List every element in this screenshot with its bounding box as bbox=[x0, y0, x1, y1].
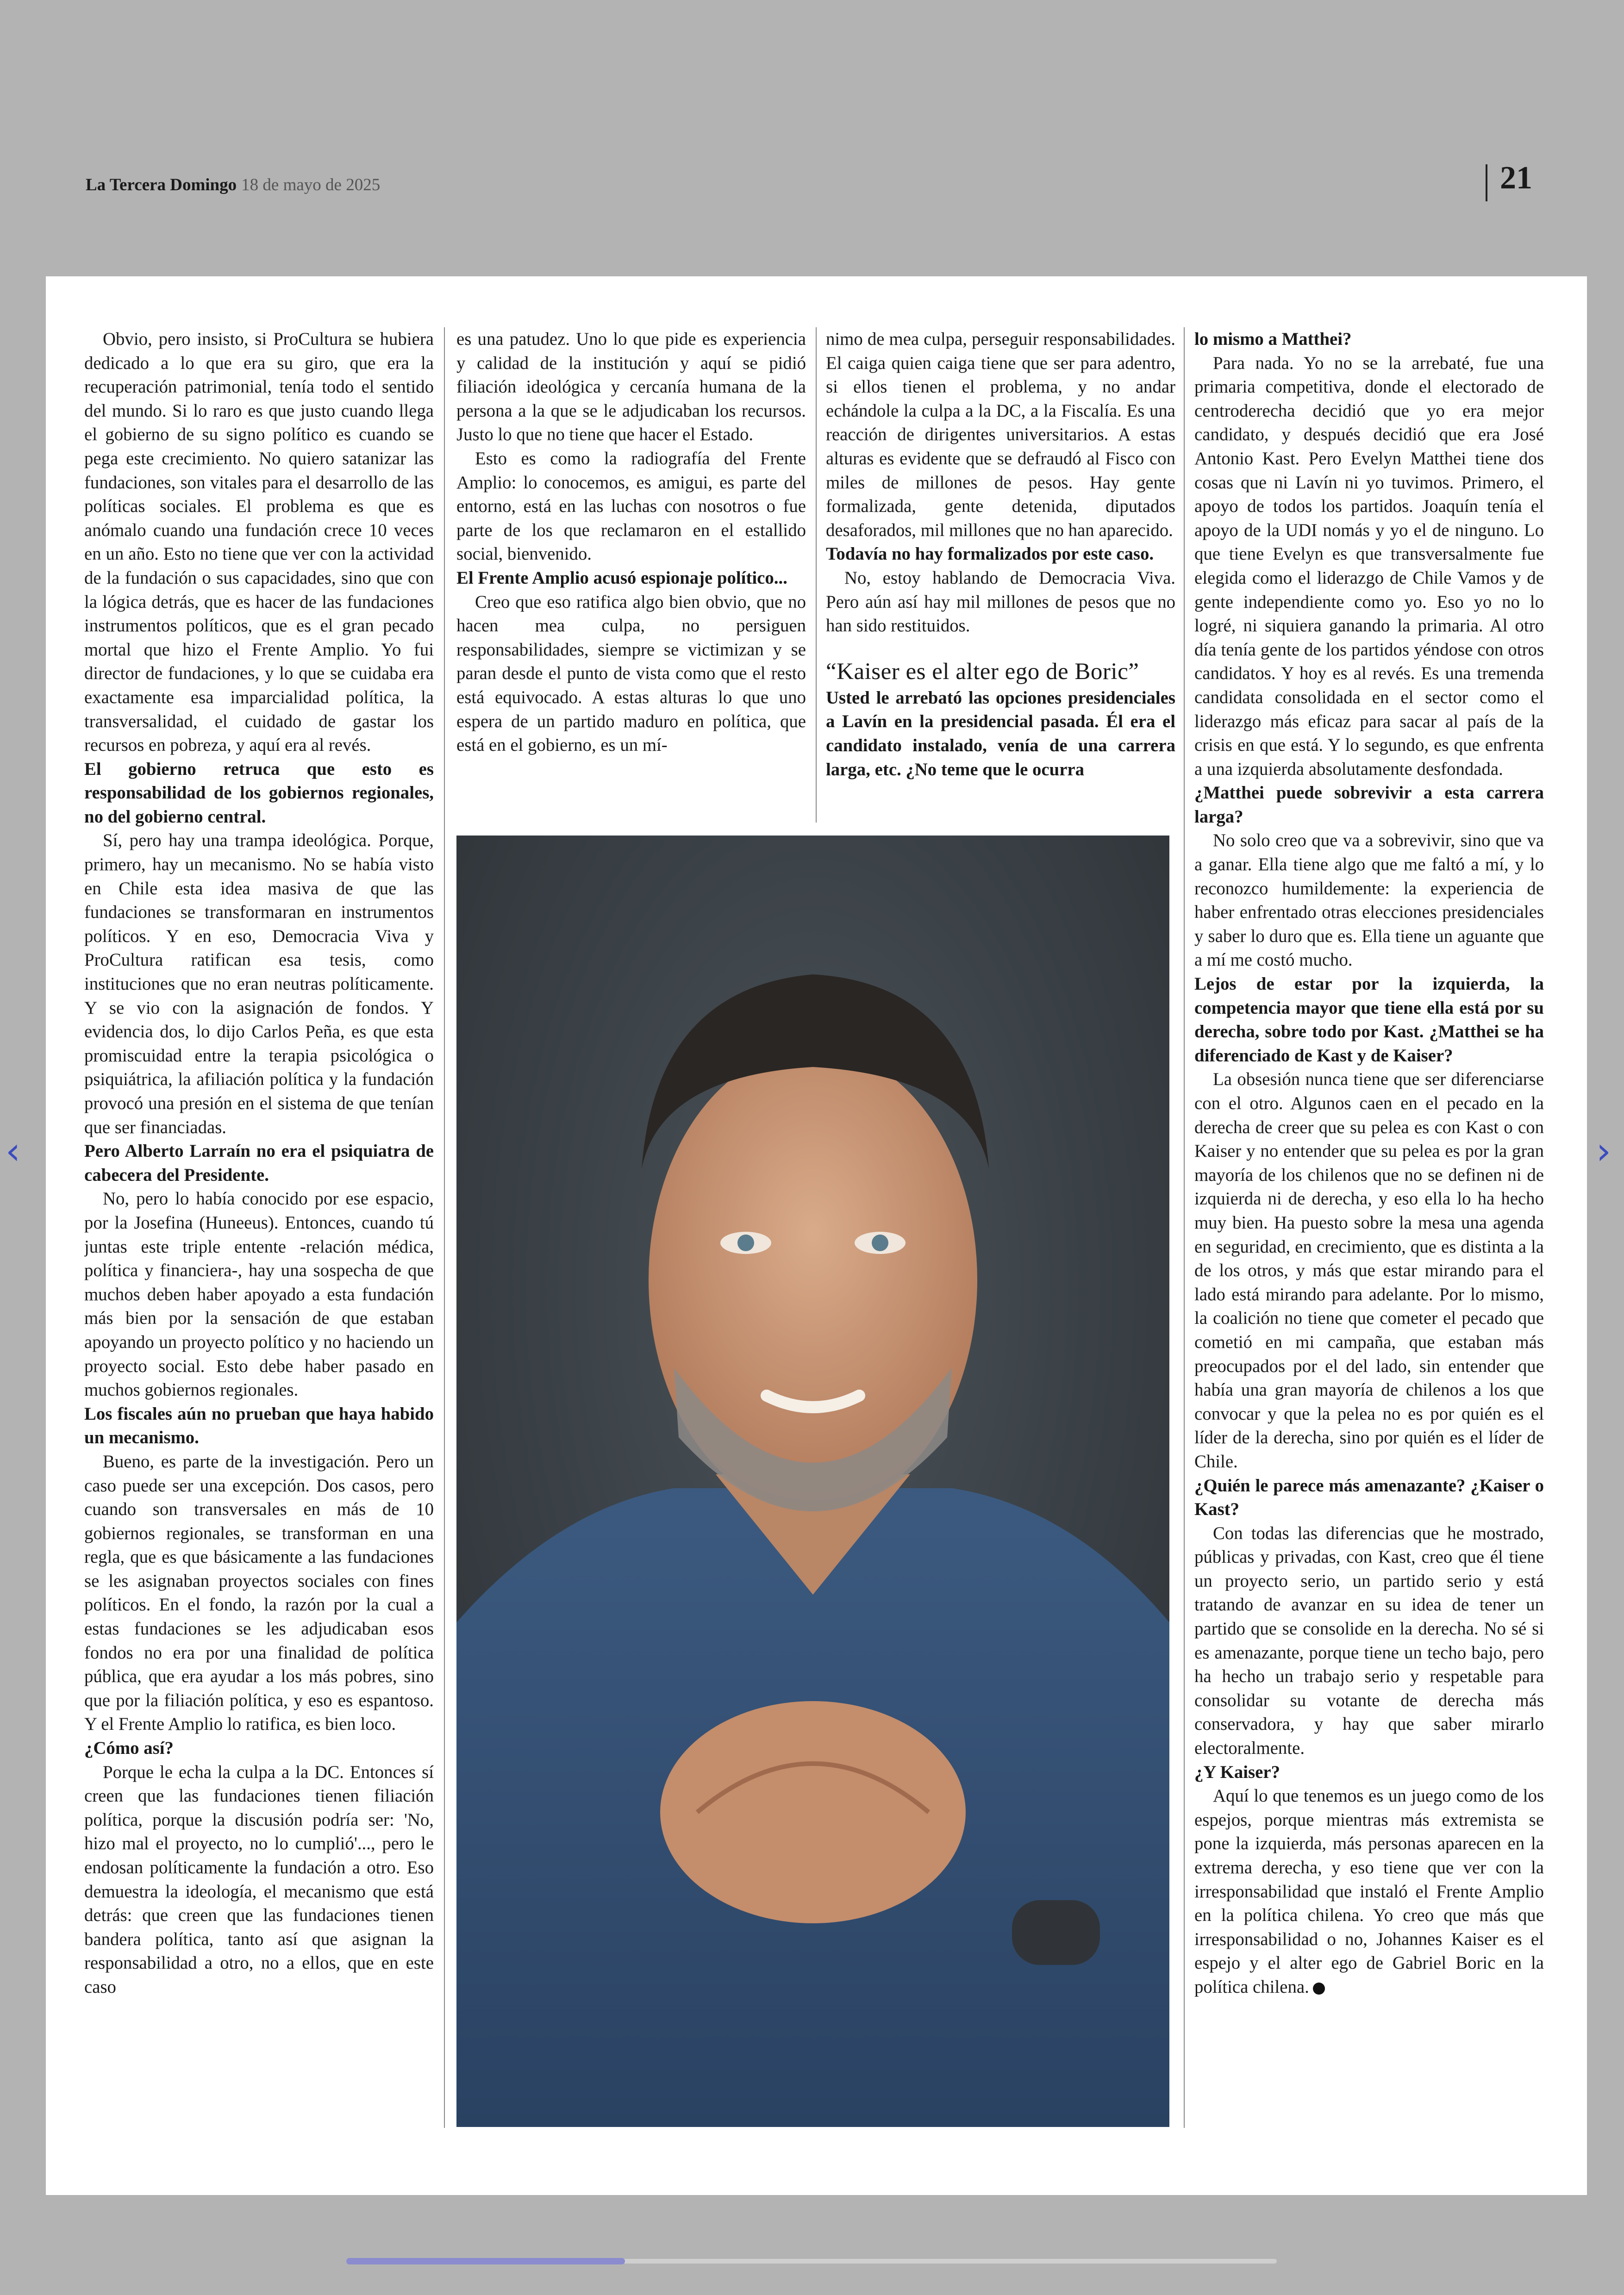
answer-paragraph: es una patudez. Uno lo que pide es experiencia y calidad de la institución y aquí se pidió filiación ideológica y cercanía humana de la persona a la que se le adjudicaban los recursos. Justo lo que no tiene que hacer el Estado. bbox=[456, 329, 806, 445]
answer-paragraph: Para nada. Yo no se la arrebaté, fue una primaria competitiva, donde el electorado de centroderecha decidió que yo era mejor candidato, y después decidió que era José Antonio Kast. Pero Evelyn Matthei tiene dos cosas que ni Lavín ni yo tuvimos. Primero, el apoyo de todos los partidos. Joaquín tenía el apoyo de la UDI nomás y yo el de ninguno. Lo que tiene Evelyn es que transversalmente fue elegida como el liderazgo de Chile Vamos y de gente independiente como yo. Eso yo no lo logré, ni siquiera ganando la primaria. Al otro día tenía gente de los partidos yéndose con otros candidatos. Y hoy es al revés. Es una tremenda candidata consolidada en el sector como el liderazgo más eficaz para sacar al país de la crisis en que está. Y lo segundo, es que enfrenta a una izquierda absolutamente desfondada. bbox=[1194, 353, 1544, 779]
chevron-left-icon[interactable]: ‹ bbox=[6, 1129, 20, 1172]
answer-paragraph: nimo de mea culpa, perseguir responsabilidades. El caiga quien caiga tiene que ser para adentro, si ellos tienen el problema, y no andar echándole la culpa a la DC, a la Fiscalía. Es una reacción de dirigentes universitarios. A estas alturas es evidente que se defraudó al Fisco con miles de millones de pesos. Hay gente formalizada, gente detenida, diputados desaforados, mil millones que no han aparecido. bbox=[826, 329, 1175, 540]
newspaper-page bbox=[46, 276, 1587, 2195]
answer-paragraph bbox=[1194, 1784, 1544, 1999]
answer-paragraph: Porque le echa la culpa a la DC. Entonces sí creen que las fundaciones tienen filiación política, porque la discusión podría ser: 'No, hizo mal el proyecto, no lo cumplió'..., pero le endosan políticamente la fundación a otro. Eso demuestra la ideología, el mecanismo que está detrás: que creen que las fundaciones tienen bandera política, tanto así que asignan la responsabilidad a otro, no a ellos, que en este caso bbox=[84, 1762, 434, 1997]
interview-question: ¿Cómo así? bbox=[84, 1738, 174, 1759]
interview-question: Lejos de estar por la izquierda, la competencia mayor que tiene ella está por su derecha, sobre todo por Kast. ¿Matthei se ha diferenciado de Kast y de Kaiser? bbox=[1194, 974, 1544, 1066]
article-column-4 bbox=[1194, 327, 1544, 2128]
article-column-1 bbox=[84, 327, 434, 2128]
column-divider bbox=[1184, 327, 1185, 2128]
answer-paragraph: No solo creo que va a sobrevivir, sino que va a ganar. Ella tiene algo que me faltó a mí, y lo reconozco humildemente: la experiencia de haber enfrentado otras elecciones presidenciales y saber lo duro que es. Ella tiene un aguante que a mí me costó mucho. bbox=[1194, 830, 1544, 970]
answer-paragraph: Con todas las diferencias que he mostrado, públicas y privadas, con Kast, creo que él tiene un proyecto serio, un partido serio y está tratando de avanzar en su idea de tener un partido que se consolide en la derecha. No sé si es amenazante, porque tiene un techo bajo, pero ha hecho un trabajo serio y respetable para consolidar su votante de derecha más conservadora, y hay que saber mirarlo electoralmente. bbox=[1194, 1523, 1544, 1759]
answer-paragraph: La obsesión nunca tiene que ser diferenciarse con el otro. Algunos caen en el pecado en la derecha de creer que su pelea es con Kast o con Kaiser y no entender que su pelea es por la gran mayoría de los chilenos que no se definen ni de izquierda ni de derecha, y eso ella lo ha hecho muy bien. Ha puesto sobre la mesa una agenda en seguridad, en crecimiento, que es distinta a la de los otros, y más que estar mirando para el lado está mirando para adelante. Por lo mismo, la coalición no tiene que cometer el pecado que cometió en mi campaña, que estaban más preocupados por el del lado, sin entender que había una gran mayoría de chilenos a los que convocar y que la pelea no es por quién es el líder de la derecha, sino por quién es el líder de Chile. bbox=[1194, 1069, 1544, 1472]
section-heading: “Kaiser es el alter ego de Boric” bbox=[826, 658, 1139, 685]
interview-question: El gobierno retruca que esto es responsabilidad de los gobiernos regionales, no del gobierno central. bbox=[84, 759, 434, 827]
answer-paragraph: Obvio, pero insisto, si ProCultura se hubiera dedicado a lo que era su giro, que era la recuperación patrimonial, tenía todo el sentido del mundo. Si lo raro es que justo cuando llega el gobierno de su signo político es cuando se pega este crecimiento. No quiero satanizar las fundaciones, son vitales para el desarrollo de las políticas sociales. El problema es que es anómalo cuando una fundación crece 10 veces en un año. Esto no tiene que ver con la actividad de la fundación o sus capacidades, sino que con la lógica detrás, que es hacer de las fundaciones instrumentos políticos, que es el gran pecado mortal que hizo el Frente Amplio. Yo fui director de fundaciones, y lo que se cuidaba era exactamente esa imparcialidad política, la transversalidad, el cuidado de gastar los recursos en pobreza, y aquí era al revés. bbox=[84, 329, 434, 755]
page-number-rule bbox=[1486, 164, 1487, 201]
page-number: 21 bbox=[1500, 160, 1532, 196]
column-divider bbox=[816, 327, 817, 823]
masthead bbox=[86, 175, 380, 195]
column-divider bbox=[444, 327, 445, 2128]
answer-paragraph: Bueno, es parte de la investigación. Pero un caso puede ser una excepción. Dos casos, pero cuando son transversales en más de 10 gobiernos regionales, se transforman en una regla, que es que básicamente a las fundaciones se les asignaban proyectos sociales con fines políticos. En el fondo, la razón por la cual a estas fundaciones se les adjudicaban esos fondos no era por una finalidad de política pública, que era ayudar a los más pobres, sino que por la filiación política, y eso es espantoso. Y el Frente Amplio lo ratifica, es bien loco. bbox=[84, 1451, 434, 1734]
answer-paragraph: Creo que eso ratifica algo bien obvio, que no hacen mea culpa, no persiguen responsabilidades, siempre se victimizan y se paran desde el punto de vista como que el resto está equivocado. A estas alturas lo que uno espera de un partido maduro en política, que está en el gobierno, es un mí- bbox=[456, 592, 806, 755]
interview-question: Los fiscales aún no prueban que haya habido un mecanismo. bbox=[84, 1403, 434, 1448]
closing-text: Aquí lo que tenemos es un juego como de los espejos, porque mientras más extremista se pone la izquierda, más personas aparecen en la extrema derecha, y eso tiene que ver con la irresponsabilidad que instaló el Frente Amplio en la política chilena. Yo creo que más que irresponsabilidad o no, Johannes Kaiser es el espejo y el alter ego de Gabriel Boric en la política chilena. bbox=[1194, 1786, 1544, 1997]
interview-question: El Frente Amplio acusó espionaje político... bbox=[456, 568, 787, 588]
answer-paragraph: No, estoy hablando de Democracia Viva. Pero aún así hay mil millones de pesos que no han sido restituidos. bbox=[826, 568, 1175, 636]
chevron-right-icon[interactable]: › bbox=[1596, 1129, 1611, 1172]
interview-question: Usted le arrebató las opciones presidenciales a Lavín en la presidencial pasada. Él era el candidato instalado, venía de una carrera larga, etc. ¿No teme que le ocurra bbox=[826, 687, 1175, 780]
brand-name: La Tercera Domingo bbox=[86, 175, 237, 194]
page-scroll-thumb[interactable] bbox=[346, 2258, 625, 2264]
interview-question: Pero Alberto Larraín no era el psiquiatra de cabecera del Presidente. bbox=[84, 1141, 434, 1185]
article-column-3 bbox=[826, 327, 1175, 823]
interview-question: Todavía no hay formalizados por este caso. bbox=[826, 544, 1154, 564]
interview-question: ¿Quién le parece más amenazante? ¿Kaiser o Kast? bbox=[1194, 1475, 1544, 1520]
end-mark-icon bbox=[1313, 1983, 1325, 1995]
answer-paragraph: Sí, pero hay una trampa ideológica. Porque, primero, hay un mecanismo. No se había visto en Chile esta idea masiva de que las fundaciones se transformaran en instrumentos políticos. Y en eso, Democracia Viva y ProCultura ratifican esa tesis, como instituciones que no eran neutras políticamente. Y se vio con la asignación de fondos. Y evidencia dos, lo dijo Carlos Peña, es que esta promiscuidad entre la terapia psicológica o psiquiátrica, la afiliación política y la fundación provocó una presión en el sistema de que tenían que ser financiadas. bbox=[84, 830, 434, 1137]
interview-question: ¿Matthei puede sobrevivir a esta carrera larga? bbox=[1194, 783, 1544, 827]
portrait-photo bbox=[456, 836, 1169, 2127]
interview-question: ¿Y Kaiser? bbox=[1194, 1762, 1280, 1782]
answer-paragraph: Esto es como la radiografía del Frente Amplio: lo conocemos, es amigui, es parte del entorno, está en las luchas con nosotros o fue parte de los que reclamaron en el estallido social, bienvenido. bbox=[456, 448, 806, 564]
answer-paragraph: No, pero lo había conocido por ese espacio, por la Josefina (Huneeus). Entonces, cuando tú juntas este triple entente -relación médica, política y financiera-, hay una sospecha de que muchos deben haber apoyado a esta fundación más bien por la sensación de que estaban apoyando un proyecto político y no haciendo un proyecto social. Esto debe haber pasado en muchos gobiernos regionales. bbox=[84, 1189, 434, 1400]
interview-question: lo mismo a Matthei? bbox=[1194, 329, 1352, 349]
article-column-2 bbox=[456, 327, 806, 804]
issue-date: 18 de mayo de 2025 bbox=[241, 175, 381, 194]
